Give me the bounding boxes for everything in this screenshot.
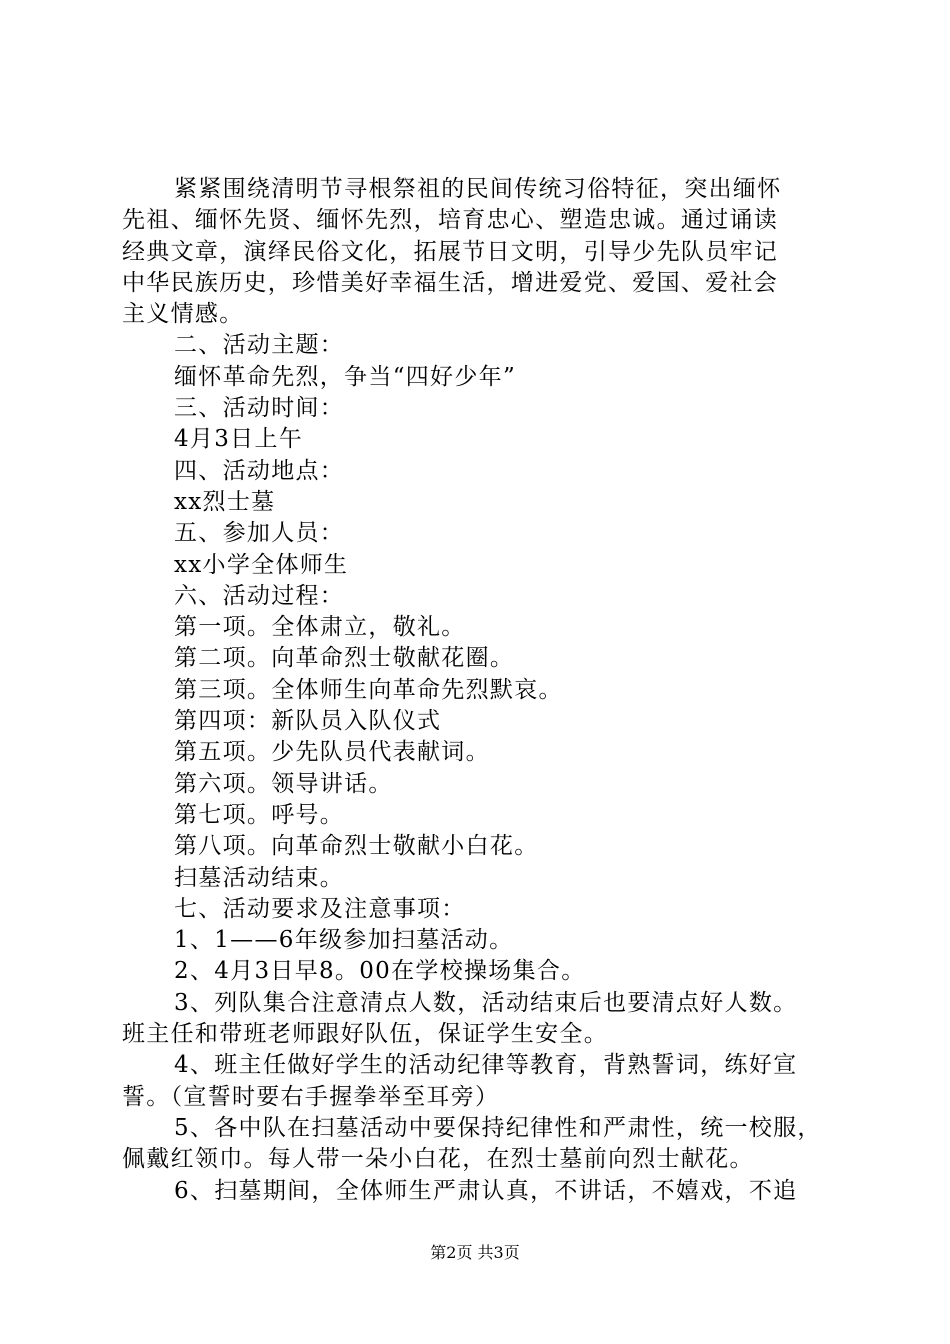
- section-heading: 七、活动要求及注意事项：: [174, 895, 466, 922]
- list-item: 2、4月3日早8。00在学校操场集合。: [174, 958, 586, 985]
- list-item-continuation: 班主任和带班老师跟好队伍，保证学生安全。: [122, 1021, 608, 1048]
- list-item: 第四项：新队员入队仪式: [174, 708, 442, 735]
- list-item: 第八项。向革命烈士敬献小白花。: [174, 833, 539, 860]
- paragraph-line: 经典文章，演绎民俗文化，拓展节日文明，引导少先队员牢记: [122, 238, 779, 265]
- section-heading: 二、活动主题：: [174, 332, 345, 359]
- section-heading: 五、参加人员：: [174, 520, 345, 547]
- section-content: xx小学全体师生: [174, 551, 349, 578]
- page-number-footer: 第2页 共3页: [430, 1243, 520, 1262]
- paragraph-line: 先祖、缅怀先贤、缅怀先烈，培育忠心、塑造忠诚。通过诵读: [122, 207, 779, 234]
- list-item: 5、各中队在扫墓活动中要保持纪律性和严肃性，统一校服，: [174, 1114, 822, 1141]
- section-content: 缅怀革命先烈，争当“四好少年”: [174, 363, 517, 390]
- list-item-continuation: 佩戴红领巾。每人带一朵小白花，在烈士墓前向烈士献花。: [122, 1146, 754, 1173]
- paragraph-line: 主义情感。: [122, 301, 244, 328]
- document-body: [122, 174, 832, 1207]
- section-heading: 三、活动时间：: [174, 395, 345, 422]
- section-heading: 四、活动地点：: [174, 457, 345, 484]
- list-item: 第六项。领导讲话。: [174, 770, 393, 797]
- list-item: 第三项。全体师生向革命先烈默哀。: [174, 676, 563, 703]
- section-heading: 六、活动过程：: [174, 582, 345, 609]
- list-item: 1、1——6年级参加扫墓活动。: [174, 927, 514, 954]
- list-item: 6、扫墓期间，全体师生严肃认真，不讲话，不嬉戏，不追: [174, 1177, 798, 1204]
- section-content: 4月3日上午: [174, 426, 304, 453]
- section-content: 扫墓活动结束。: [174, 864, 345, 891]
- paragraph-line: 中华民族历史，珍惜美好幸福生活，增进爱党、爱国、爱社会: [122, 269, 779, 296]
- list-item: 第五项。少先队员代表献词。: [174, 739, 490, 766]
- list-item: 4、班主任做好学生的活动纪律等教育，背熟誓词，练好宣: [174, 1052, 798, 1079]
- list-item-continuation: 誓。（宣誓时要右手握拳举至耳旁）: [122, 1083, 500, 1110]
- list-item: 3、列队集合注意清点人数，活动结束后也要清点好人数。: [174, 989, 798, 1016]
- paragraph-line: 紧紧围绕清明节寻根祭祖的民间传统习俗特征，突出缅怀: [174, 176, 782, 202]
- list-item: 第一项。全体肃立，敬礼。: [174, 614, 466, 641]
- section-content: xx烈士墓: [174, 488, 276, 515]
- list-item: 第七项。呼号。: [174, 801, 345, 828]
- list-item: 第二项。向革命烈士敬献花圈。: [174, 645, 515, 672]
